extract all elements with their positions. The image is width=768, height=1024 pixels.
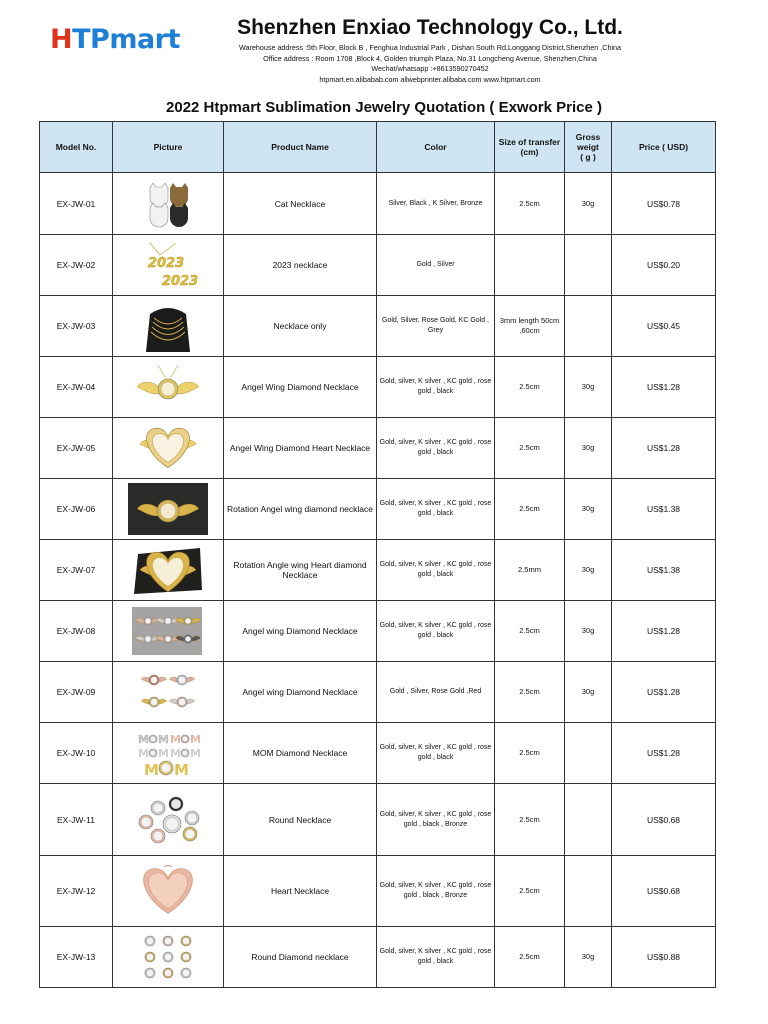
cell-product-name: MOM Diamond Necklace xyxy=(224,723,377,784)
page-title: 2022 Htpmart Sublimation Jewelry Quotation ( Exwork Price ) xyxy=(166,99,602,116)
header-price: Price ( USD) xyxy=(612,122,716,173)
cell-size: 2.5cm xyxy=(495,173,565,235)
cell-product-name: Round Diamond necklace xyxy=(224,927,377,988)
quotation-table xyxy=(39,121,716,988)
cell-size: 2.5cm xyxy=(495,723,565,784)
cell-weight: 30g xyxy=(565,173,612,235)
company-name: Shenzhen Enxiao Technology Co., Ltd. xyxy=(237,16,623,39)
product-image-graphic xyxy=(128,666,208,718)
product-image xyxy=(128,239,208,291)
cell-product-name: Rotation Angle wing Heart diamond Necklace xyxy=(224,540,377,601)
cell-model: EX-JW-08 xyxy=(40,601,113,662)
cell-product-name: Round Necklace xyxy=(224,784,377,856)
cell-weight: 30g xyxy=(565,540,612,601)
table-row xyxy=(40,235,716,296)
table-row xyxy=(40,540,716,601)
cell-model: EX-JW-01 xyxy=(40,173,113,235)
cell-model: EX-JW-05 xyxy=(40,418,113,479)
cell-picture xyxy=(113,418,224,479)
cell-price: US$1.28 xyxy=(612,723,716,784)
cell-picture xyxy=(113,479,224,540)
cell-size: 2.5cm xyxy=(495,418,565,479)
cell-price: US$0.78 xyxy=(612,173,716,235)
table-body xyxy=(40,173,716,988)
cell-picture xyxy=(113,296,224,357)
htpmart-logo: HTPmart xyxy=(50,24,180,55)
cell-product-name: Necklace only xyxy=(224,296,377,357)
cell-picture xyxy=(113,856,224,927)
cell-weight: 30g xyxy=(565,479,612,540)
cell-picture xyxy=(113,723,224,784)
cell-picture xyxy=(113,357,224,418)
cell-picture xyxy=(113,540,224,601)
cell-price: US$1.38 xyxy=(612,540,716,601)
cell-color: Silver, Black , K Silver, Bronze xyxy=(377,173,495,235)
product-image xyxy=(128,605,208,657)
website-links: htpmart.en.alibabab.com allwebprinter.alibaba.com www.htpmart.com xyxy=(319,74,541,84)
svg-text:M: M xyxy=(138,747,149,760)
product-image-graphic xyxy=(128,931,208,983)
svg-text:M: M xyxy=(144,761,159,779)
cell-model: EX-JW-02 xyxy=(40,235,113,296)
product-image-graphic xyxy=(128,422,208,474)
cell-model: EX-JW-06 xyxy=(40,479,113,540)
cell-price: US$0.68 xyxy=(612,784,716,856)
table-row xyxy=(40,479,716,540)
cell-product-name: Angel wing Diamond Necklace xyxy=(224,662,377,723)
cell-size: 3mm length 50cm ,60cm xyxy=(495,296,565,357)
product-image xyxy=(128,483,208,535)
product-image xyxy=(128,178,208,230)
cell-color: Gold, silver, K silver , KC gold , rose gold , black , Bronze xyxy=(377,856,495,927)
cell-size: 2.5cm xyxy=(495,601,565,662)
cell-model: EX-JW-12 xyxy=(40,856,113,927)
cell-color: Gold, silver, K silver , KC gold , rose gold , black xyxy=(377,927,495,988)
cell-picture xyxy=(113,235,224,296)
header-gross-weight: Gross weigt ( g ) xyxy=(565,122,612,173)
product-image xyxy=(128,931,208,983)
cell-weight xyxy=(565,296,612,357)
cell-price: US$1.28 xyxy=(612,357,716,418)
cell-weight: 30g xyxy=(565,418,612,479)
cell-weight xyxy=(565,723,612,784)
cell-model: EX-JW-03 xyxy=(40,296,113,357)
office-address: Office address : Room 1708 ,Block 4, Golden triumph Plaza, No.31 Longcheng Avenue, Shenzhen,China xyxy=(263,53,597,63)
cell-price: US$0.45 xyxy=(612,296,716,357)
cell-price: US$0.20 xyxy=(612,235,716,296)
product-image xyxy=(128,727,208,779)
cell-picture xyxy=(113,662,224,723)
product-image xyxy=(128,300,208,352)
cell-color: Gold , Silver, Rose Gold ,Red xyxy=(377,662,495,723)
svg-text:M: M xyxy=(158,733,169,746)
cell-price: US$1.28 xyxy=(612,601,716,662)
table-row xyxy=(40,927,716,988)
cell-size: 2.5cm xyxy=(495,357,565,418)
cell-weight: 30g xyxy=(565,357,612,418)
cell-model: EX-JW-11 xyxy=(40,784,113,856)
cell-picture xyxy=(113,173,224,235)
cell-weight: 30g xyxy=(565,927,612,988)
product-image xyxy=(128,544,208,596)
svg-text:M: M xyxy=(138,733,149,746)
cell-color: Gold, silver, K silver , KC gold , rose gold , black xyxy=(377,479,495,540)
product-image-graphic xyxy=(128,361,208,413)
table-row xyxy=(40,662,716,723)
cell-price: US$0.68 xyxy=(612,856,716,927)
cell-color: Gold, silver, K silver , KC gold , rose gold , black , Bronze xyxy=(377,784,495,856)
product-image-graphic xyxy=(128,239,208,291)
table-row xyxy=(40,357,716,418)
wechat-contact: Wechat/whatsapp :+8613590270452 xyxy=(371,64,489,73)
svg-text:M: M xyxy=(170,747,181,760)
cell-color: Gold, silver, K silver , KC gold , rose gold , black xyxy=(377,723,495,784)
product-image xyxy=(128,361,208,413)
cell-product-name: Angel wing Diamond Necklace xyxy=(224,601,377,662)
table-row xyxy=(40,784,716,856)
cell-product-name: Angel Wing Diamond Heart Necklace xyxy=(224,418,377,479)
cell-product-name: Cat Necklace xyxy=(224,173,377,235)
product-image-graphic xyxy=(128,605,208,657)
product-image xyxy=(128,794,208,846)
product-image xyxy=(128,422,208,474)
cell-color: Gold, silver, K silver , KC gold , rose gold , black xyxy=(377,357,495,418)
cell-weight xyxy=(565,235,612,296)
cell-size: 2.5cm xyxy=(495,662,565,723)
product-image-graphic xyxy=(128,794,208,846)
cell-size: 2.5cm xyxy=(495,856,565,927)
table-header-row xyxy=(40,122,716,173)
svg-text:M: M xyxy=(174,761,189,779)
warehouse-address: Warehouse address :5th Floor, Block B , Fenghua Industrial Park , Dishan South Rd,Longgang District,Shenzhen ,China xyxy=(238,43,622,52)
header-product-name: Product Name xyxy=(224,122,377,173)
cell-color: Gold , Silver xyxy=(377,235,495,296)
product-image xyxy=(128,865,208,917)
svg-text:M: M xyxy=(170,733,181,746)
table-row xyxy=(40,856,716,927)
cell-size: 2.5cm xyxy=(495,784,565,856)
cell-model: EX-JW-09 xyxy=(40,662,113,723)
cell-color: Gold, Silver, Rose Gold, KC Gold , Grey xyxy=(377,296,495,357)
table-row xyxy=(40,173,716,235)
cell-size xyxy=(495,235,565,296)
svg-text:M: M xyxy=(190,747,201,760)
cell-weight xyxy=(565,784,612,856)
cell-price: US$1.28 xyxy=(612,418,716,479)
product-image-graphic xyxy=(128,544,208,596)
table-row xyxy=(40,601,716,662)
product-image xyxy=(128,666,208,718)
cell-model: EX-JW-07 xyxy=(40,540,113,601)
header-color: Color xyxy=(377,122,495,173)
cell-product-name: Rotation Angel wing diamond necklace xyxy=(224,479,377,540)
product-image-graphic xyxy=(128,727,208,779)
product-image-graphic xyxy=(128,300,208,352)
cell-picture xyxy=(113,927,224,988)
header-model: Model No. xyxy=(40,122,113,173)
cell-product-name: Angel Wing Diamond Necklace xyxy=(224,357,377,418)
product-image-graphic xyxy=(128,178,208,230)
cell-color: Gold, silver, K silver , KC gold , rose gold , black xyxy=(377,601,495,662)
header-picture: Picture xyxy=(113,122,224,173)
table-row xyxy=(40,723,716,784)
header-size: Size of transfer (cm) xyxy=(495,122,565,173)
cell-price: US$1.38 xyxy=(612,479,716,540)
cell-model: EX-JW-04 xyxy=(40,357,113,418)
cell-color: Gold, silver, K silver , KC gold , rose gold , black xyxy=(377,418,495,479)
cell-product-name: Heart Necklace xyxy=(224,856,377,927)
product-image-graphic xyxy=(128,865,208,917)
product-image-graphic xyxy=(128,483,208,535)
cell-price: US$1.28 xyxy=(612,662,716,723)
table-row xyxy=(40,296,716,357)
cell-weight: 30g xyxy=(565,601,612,662)
cell-price: US$0.88 xyxy=(612,927,716,988)
cell-model: EX-JW-13 xyxy=(40,927,113,988)
cell-product-name: 2023 necklace xyxy=(224,235,377,296)
table-row xyxy=(40,418,716,479)
svg-text:2023: 2023 xyxy=(148,256,185,271)
cell-size: 2.5cm xyxy=(495,479,565,540)
cell-weight: 30g xyxy=(565,662,612,723)
cell-weight xyxy=(565,856,612,927)
svg-text:M: M xyxy=(158,747,169,760)
svg-text:2023: 2023 xyxy=(162,274,199,289)
cell-model: EX-JW-10 xyxy=(40,723,113,784)
cell-picture xyxy=(113,601,224,662)
cell-size: 2.5cm xyxy=(495,927,565,988)
cell-picture xyxy=(113,784,224,856)
svg-text:M: M xyxy=(190,733,201,746)
cell-size: 2.5mm xyxy=(495,540,565,601)
cell-color: Gold, silver, K silver , KC gold , rose gold , black xyxy=(377,540,495,601)
